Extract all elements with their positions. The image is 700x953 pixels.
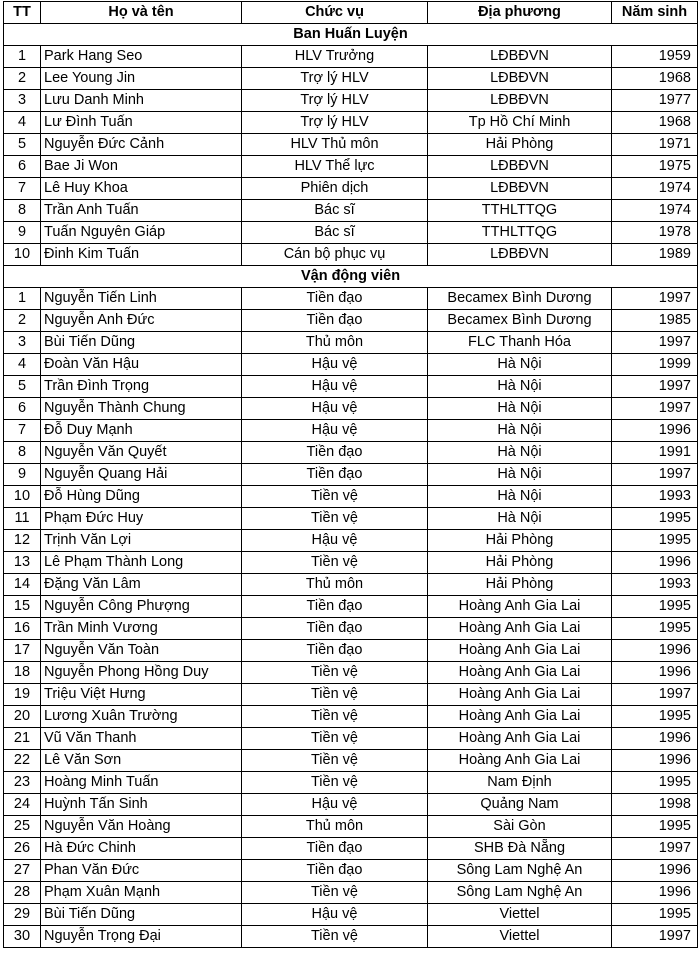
cell-role: Hậu vệ — [242, 530, 428, 552]
cell-tt: 9 — [4, 222, 41, 244]
cell-role: Cán bộ phục vụ — [242, 244, 428, 266]
cell-place: Hà Nội — [428, 420, 612, 442]
cell-name: Nguyễn Tiến Linh — [41, 288, 242, 310]
cell-role: Hậu vệ — [242, 420, 428, 442]
cell-name: Đỗ Duy Mạnh — [41, 420, 242, 442]
cell-tt: 10 — [4, 486, 41, 508]
table-row — [4, 46, 698, 68]
cell-year: 1959 — [612, 46, 698, 68]
cell-role: Tiền đạo — [242, 618, 428, 640]
cell-name: Triệu Việt Hưng — [41, 684, 242, 706]
cell-name: Park Hang Seo — [41, 46, 242, 68]
table-row — [4, 68, 698, 90]
cell-name: Lư Đình Tuấn — [41, 112, 242, 134]
cell-place: LĐBĐVN — [428, 90, 612, 112]
cell-year: 1974 — [612, 200, 698, 222]
cell-place: Hà Nội — [428, 464, 612, 486]
cell-role: Trợ lý HLV — [242, 112, 428, 134]
cell-tt: 30 — [4, 926, 41, 948]
cell-name: Lưu Danh Minh — [41, 90, 242, 112]
cell-tt: 6 — [4, 156, 41, 178]
cell-role: Tiền vệ — [242, 662, 428, 684]
cell-role: Phiên dịch — [242, 178, 428, 200]
cell-tt: 6 — [4, 398, 41, 420]
cell-role: Hậu vệ — [242, 376, 428, 398]
table-row — [4, 552, 698, 574]
cell-tt: 2 — [4, 68, 41, 90]
cell-year: 1996 — [612, 420, 698, 442]
cell-place: LĐBĐVN — [428, 178, 612, 200]
cell-place: Quảng Nam — [428, 794, 612, 816]
cell-tt: 4 — [4, 354, 41, 376]
table-row — [4, 486, 698, 508]
cell-role: Tiền vệ — [242, 552, 428, 574]
cell-place: Sông Lam Nghệ An — [428, 860, 612, 882]
cell-place: Viettel — [428, 904, 612, 926]
cell-year: 1997 — [612, 288, 698, 310]
cell-year: 1989 — [612, 244, 698, 266]
cell-name: Nguyễn Văn Toàn — [41, 640, 242, 662]
cell-year: 1997 — [612, 684, 698, 706]
cell-role: Thủ môn — [242, 574, 428, 596]
cell-year: 1997 — [612, 398, 698, 420]
cell-name: Lê Văn Sơn — [41, 750, 242, 772]
section-title: Vận động viên — [4, 266, 698, 288]
cell-tt: 5 — [4, 134, 41, 156]
cell-name: Phan Văn Đức — [41, 860, 242, 882]
table-row — [4, 860, 698, 882]
table-row — [4, 640, 698, 662]
cell-role: Trợ lý HLV — [242, 90, 428, 112]
cell-place: Becamex Bình Dương — [428, 310, 612, 332]
cell-year: 1996 — [612, 860, 698, 882]
cell-name: Bùi Tiến Dũng — [41, 904, 242, 926]
cell-tt: 29 — [4, 904, 41, 926]
cell-tt: 10 — [4, 244, 41, 266]
table-row — [4, 288, 698, 310]
cell-tt: 24 — [4, 794, 41, 816]
cell-place: Hải Phòng — [428, 530, 612, 552]
cell-place: Hoàng Anh Gia Lai — [428, 684, 612, 706]
section-row — [4, 24, 698, 46]
table-row — [4, 354, 698, 376]
header-row — [4, 2, 698, 24]
table-row — [4, 376, 698, 398]
cell-tt: 3 — [4, 90, 41, 112]
cell-year: 1999 — [612, 354, 698, 376]
cell-year: 1991 — [612, 442, 698, 464]
header-place: Địa phương — [428, 2, 612, 24]
cell-place: Hoàng Anh Gia Lai — [428, 618, 612, 640]
cell-place: Hoàng Anh Gia Lai — [428, 662, 612, 684]
cell-role: Trợ lý HLV — [242, 68, 428, 90]
cell-place: Hà Nội — [428, 398, 612, 420]
cell-role: Tiền vệ — [242, 772, 428, 794]
cell-tt: 25 — [4, 816, 41, 838]
cell-role: Bác sĩ — [242, 222, 428, 244]
cell-year: 1997 — [612, 464, 698, 486]
cell-year: 1997 — [612, 926, 698, 948]
cell-name: Lê Huy Khoa — [41, 178, 242, 200]
cell-role: HLV Thủ môn — [242, 134, 428, 156]
cell-place: Viettel — [428, 926, 612, 948]
cell-role: Bác sĩ — [242, 200, 428, 222]
cell-name: Vũ Văn Thanh — [41, 728, 242, 750]
header-tt: TT — [4, 2, 41, 24]
cell-year: 1975 — [612, 156, 698, 178]
table-row — [4, 882, 698, 904]
cell-tt: 2 — [4, 310, 41, 332]
cell-name: Trần Đình Trọng — [41, 376, 242, 398]
table-row — [4, 794, 698, 816]
table-row — [4, 244, 698, 266]
table-row — [4, 178, 698, 200]
table-row — [4, 662, 698, 684]
table-row — [4, 464, 698, 486]
cell-role: Tiền đạo — [242, 596, 428, 618]
cell-tt: 20 — [4, 706, 41, 728]
table-row — [4, 750, 698, 772]
cell-role: Thủ môn — [242, 816, 428, 838]
cell-place: Hải Phòng — [428, 574, 612, 596]
cell-name: Lee Young Jin — [41, 68, 242, 90]
cell-name: Nguyễn Quang Hải — [41, 464, 242, 486]
cell-tt: 7 — [4, 178, 41, 200]
cell-name: Tuấn Nguyên Giáp — [41, 222, 242, 244]
table-row — [4, 728, 698, 750]
cell-year: 1971 — [612, 134, 698, 156]
cell-place: Hoàng Anh Gia Lai — [428, 640, 612, 662]
cell-tt: 16 — [4, 618, 41, 640]
cell-name: Phạm Đức Huy — [41, 508, 242, 530]
cell-tt: 1 — [4, 288, 41, 310]
cell-name: Đoàn Văn Hậu — [41, 354, 242, 376]
cell-year: 1968 — [612, 68, 698, 90]
cell-name: Nguyễn Anh Đức — [41, 310, 242, 332]
cell-tt: 15 — [4, 596, 41, 618]
cell-tt: 17 — [4, 640, 41, 662]
cell-name: Lương Xuân Trường — [41, 706, 242, 728]
cell-name: Bùi Tiến Dũng — [41, 332, 242, 354]
cell-role: Hậu vệ — [242, 398, 428, 420]
cell-name: Nguyễn Công Phượng — [41, 596, 242, 618]
table-row — [4, 442, 698, 464]
cell-place: LĐBĐVN — [428, 156, 612, 178]
cell-year: 1995 — [612, 596, 698, 618]
cell-year: 1996 — [612, 750, 698, 772]
table-row — [4, 156, 698, 178]
header-name: Họ và tên — [41, 2, 242, 24]
cell-place: Hoàng Anh Gia Lai — [428, 596, 612, 618]
cell-tt: 19 — [4, 684, 41, 706]
cell-year: 1997 — [612, 838, 698, 860]
table-row — [4, 816, 698, 838]
cell-name: Nguyễn Phong Hồng Duy — [41, 662, 242, 684]
cell-year: 1995 — [612, 508, 698, 530]
cell-tt: 27 — [4, 860, 41, 882]
cell-role: Tiền vệ — [242, 508, 428, 530]
table-row — [4, 574, 698, 596]
cell-year: 1997 — [612, 376, 698, 398]
cell-year: 1995 — [612, 706, 698, 728]
cell-year: 1995 — [612, 772, 698, 794]
cell-place: SHB Đà Nẵng — [428, 838, 612, 860]
cell-tt: 8 — [4, 200, 41, 222]
cell-role: Tiền vệ — [242, 684, 428, 706]
cell-tt: 21 — [4, 728, 41, 750]
section-title: Ban Huấn Luyện — [4, 24, 698, 46]
cell-role: Hậu vệ — [242, 354, 428, 376]
cell-year: 1993 — [612, 486, 698, 508]
cell-year: 1996 — [612, 640, 698, 662]
table-row — [4, 508, 698, 530]
cell-tt: 23 — [4, 772, 41, 794]
cell-role: Hậu vệ — [242, 794, 428, 816]
cell-name: Trần Anh Tuấn — [41, 200, 242, 222]
cell-year: 1995 — [612, 530, 698, 552]
cell-tt: 18 — [4, 662, 41, 684]
cell-name: Đỗ Hùng Dũng — [41, 486, 242, 508]
cell-role: Tiền đạo — [242, 442, 428, 464]
table-row — [4, 838, 698, 860]
table-row — [4, 618, 698, 640]
cell-year: 1974 — [612, 178, 698, 200]
cell-place: LĐBĐVN — [428, 244, 612, 266]
cell-name: Đặng Văn Lâm — [41, 574, 242, 596]
cell-place: Hải Phòng — [428, 552, 612, 574]
cell-tt: 14 — [4, 574, 41, 596]
cell-tt: 13 — [4, 552, 41, 574]
cell-name: Nguyễn Đức Cảnh — [41, 134, 242, 156]
cell-name: Lê Phạm Thành Long — [41, 552, 242, 574]
cell-role: Tiền vệ — [242, 882, 428, 904]
cell-year: 1993 — [612, 574, 698, 596]
cell-place: LĐBĐVN — [428, 46, 612, 68]
cell-role: Tiền đạo — [242, 464, 428, 486]
table-row — [4, 420, 698, 442]
cell-place: Nam Định — [428, 772, 612, 794]
table-row — [4, 904, 698, 926]
cell-place: Sông Lam Nghệ An — [428, 882, 612, 904]
cell-name: Hoàng Minh Tuấn — [41, 772, 242, 794]
cell-place: LĐBĐVN — [428, 68, 612, 90]
cell-year: 1996 — [612, 552, 698, 574]
table-row — [4, 200, 698, 222]
table-row — [4, 926, 698, 948]
cell-place: Hà Nội — [428, 376, 612, 398]
cell-name: Trần Minh Vương — [41, 618, 242, 640]
cell-place: Hà Nội — [428, 508, 612, 530]
cell-tt: 5 — [4, 376, 41, 398]
cell-place: FLC Thanh Hóa — [428, 332, 612, 354]
cell-year: 1998 — [612, 794, 698, 816]
cell-place: Hoàng Anh Gia Lai — [428, 706, 612, 728]
cell-place: Hà Nội — [428, 354, 612, 376]
cell-name: Bae Ji Won — [41, 156, 242, 178]
table-row — [4, 530, 698, 552]
cell-role: HLV Trưởng — [242, 46, 428, 68]
table-row — [4, 222, 698, 244]
cell-year: 1977 — [612, 90, 698, 112]
cell-tt: 7 — [4, 420, 41, 442]
cell-place: Becamex Bình Dương — [428, 288, 612, 310]
table-row — [4, 684, 698, 706]
cell-name: Nguyễn Văn Quyết — [41, 442, 242, 464]
roster-body — [4, 24, 698, 948]
cell-name: Nguyễn Trọng Đại — [41, 926, 242, 948]
cell-role: HLV Thể lực — [242, 156, 428, 178]
cell-role: Tiền vệ — [242, 706, 428, 728]
cell-place: Hà Nội — [428, 442, 612, 464]
cell-place: Hải Phòng — [428, 134, 612, 156]
cell-role: Tiền đạo — [242, 310, 428, 332]
cell-tt: 11 — [4, 508, 41, 530]
cell-tt: 22 — [4, 750, 41, 772]
cell-tt: 9 — [4, 464, 41, 486]
cell-name: Nguyễn Văn Hoàng — [41, 816, 242, 838]
cell-tt: 12 — [4, 530, 41, 552]
cell-role: Thủ môn — [242, 332, 428, 354]
cell-name: Huỳnh Tấn Sinh — [41, 794, 242, 816]
cell-role: Tiền đạo — [242, 860, 428, 882]
table-row — [4, 112, 698, 134]
table-row — [4, 332, 698, 354]
cell-role: Tiền vệ — [242, 728, 428, 750]
cell-tt: 28 — [4, 882, 41, 904]
cell-name: Phạm Xuân Mạnh — [41, 882, 242, 904]
table-row — [4, 706, 698, 728]
cell-name: Đinh Kim Tuấn — [41, 244, 242, 266]
cell-role: Tiền đạo — [242, 640, 428, 662]
cell-year: 1995 — [612, 618, 698, 640]
header-year: Năm sinh — [612, 2, 698, 24]
cell-role: Hậu vệ — [242, 904, 428, 926]
table-row — [4, 398, 698, 420]
cell-tt: 3 — [4, 332, 41, 354]
cell-role: Tiền vệ — [242, 486, 428, 508]
cell-name: Nguyễn Thành Chung — [41, 398, 242, 420]
cell-name: Hà Đức Chinh — [41, 838, 242, 860]
cell-year: 1995 — [612, 816, 698, 838]
cell-year: 1968 — [612, 112, 698, 134]
cell-place: Hoàng Anh Gia Lai — [428, 728, 612, 750]
cell-year: 1996 — [612, 728, 698, 750]
cell-year: 1996 — [612, 662, 698, 684]
cell-role: Tiền đạo — [242, 838, 428, 860]
section-row — [4, 266, 698, 288]
cell-place: Hà Nội — [428, 486, 612, 508]
cell-year: 1996 — [612, 882, 698, 904]
roster-table — [3, 1, 698, 948]
cell-role: Tiền vệ — [242, 926, 428, 948]
cell-place: TTHLTTQG — [428, 222, 612, 244]
cell-place: Tp Hồ Chí Minh — [428, 112, 612, 134]
table-row — [4, 90, 698, 112]
table-row — [4, 310, 698, 332]
cell-tt: 1 — [4, 46, 41, 68]
cell-year: 1978 — [612, 222, 698, 244]
table-row — [4, 134, 698, 156]
header-role: Chức vụ — [242, 2, 428, 24]
cell-tt: 8 — [4, 442, 41, 464]
cell-tt: 26 — [4, 838, 41, 860]
table-row — [4, 772, 698, 794]
cell-name: Trịnh Văn Lợi — [41, 530, 242, 552]
table-row — [4, 596, 698, 618]
cell-place: Sài Gòn — [428, 816, 612, 838]
cell-place: TTHLTTQG — [428, 200, 612, 222]
cell-year: 1985 — [612, 310, 698, 332]
cell-role: Tiền đạo — [242, 288, 428, 310]
cell-year: 1995 — [612, 904, 698, 926]
cell-tt: 4 — [4, 112, 41, 134]
cell-place: Hoàng Anh Gia Lai — [428, 750, 612, 772]
cell-year: 1997 — [612, 332, 698, 354]
cell-role: Tiền vệ — [242, 750, 428, 772]
